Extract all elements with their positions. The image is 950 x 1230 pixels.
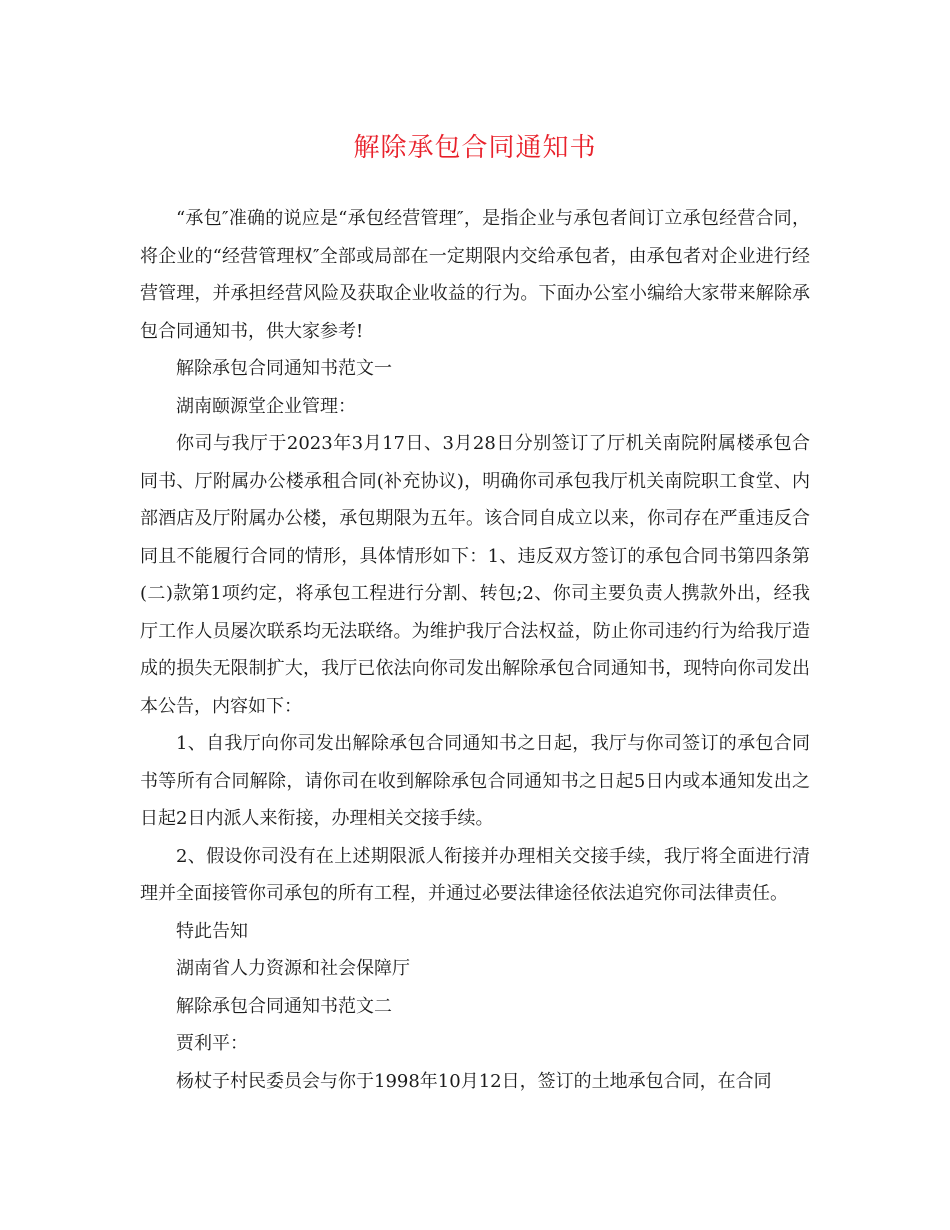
addressee-line: 湖南颐源堂企业管理： — [176, 395, 356, 417]
section-heading-sample-two: 解除承包合同通知书范文二 — [176, 995, 392, 1017]
clause-item-2: 2、假设你司没有在上述期限派人衔接并办理相关交接手续，我厅将全面进行清理并全面接管你司承包的所有工程，并通过必要法律途径依法追究你司法律责任。 — [140, 845, 810, 904]
document-title: 解除承包合同通知书 — [353, 133, 597, 163]
body-paragraph-two: 杨杖子村民委员会与你于1998年10月12日，签订的土地承包合同，在合同 — [176, 1070, 772, 1092]
clause-item-1: 1、自我厅向你司发出解除承包合同通知书之日起，我厅与你司签订的承包合同书等所有合同解除，请你司在收到解除承包合同通知书之日起5日内或本通知发出之日起2日内派人来衔接，办理相关交接手续。 — [140, 733, 810, 829]
intro-paragraph: “承包″准确的说应是“承包经营管理″，是指企业与承包者间订立承包经营合同，将企业的“经营管理权″全部或局部在一定期限内交给承包者，由承包者对企业进行经营管理，并承担经营风险及获取企业收益的行为。下面办公室小编给大家带来解除承包合同通知书，供大家参考! — [140, 208, 810, 342]
addressee-line-two: 贾利平： — [176, 1033, 248, 1054]
section-heading-sample-one: 解除承包合同通知书范文一 — [176, 358, 392, 379]
body-paragraph: 你司与我厅于2023年3月17日、3月28日分别签订了厅机关南院附属楼承包合同书、厅附属办公楼承租合同(补充协议)，明确你司承包我厅机关南院职工食堂、内部酒店及厅附属办公楼，承包期限为五年。该合同自成立以来，你司存在严重违反合同且不能履行合同的情形，具体情形如下：1、违反双方签订的承包合同书第四条第(二)款第1项约定，将承包工程进行分割、转包;2、你司主要负责人携款外出，经我厅工作人员屡次联系均无法联络。为维护我厅合法权益，防止你司违约行为给我厅造成的损失无限制扩大，我厅已依法向你司发出解除承包合同通知书，现特向你司发出本公告，内容如下： — [140, 433, 810, 717]
document-body — [140, 200, 810, 1100]
closing-notice: 特此告知 — [176, 920, 248, 942]
issuer-signature: 湖南省人力资源和社会保障厅 — [176, 958, 410, 979]
